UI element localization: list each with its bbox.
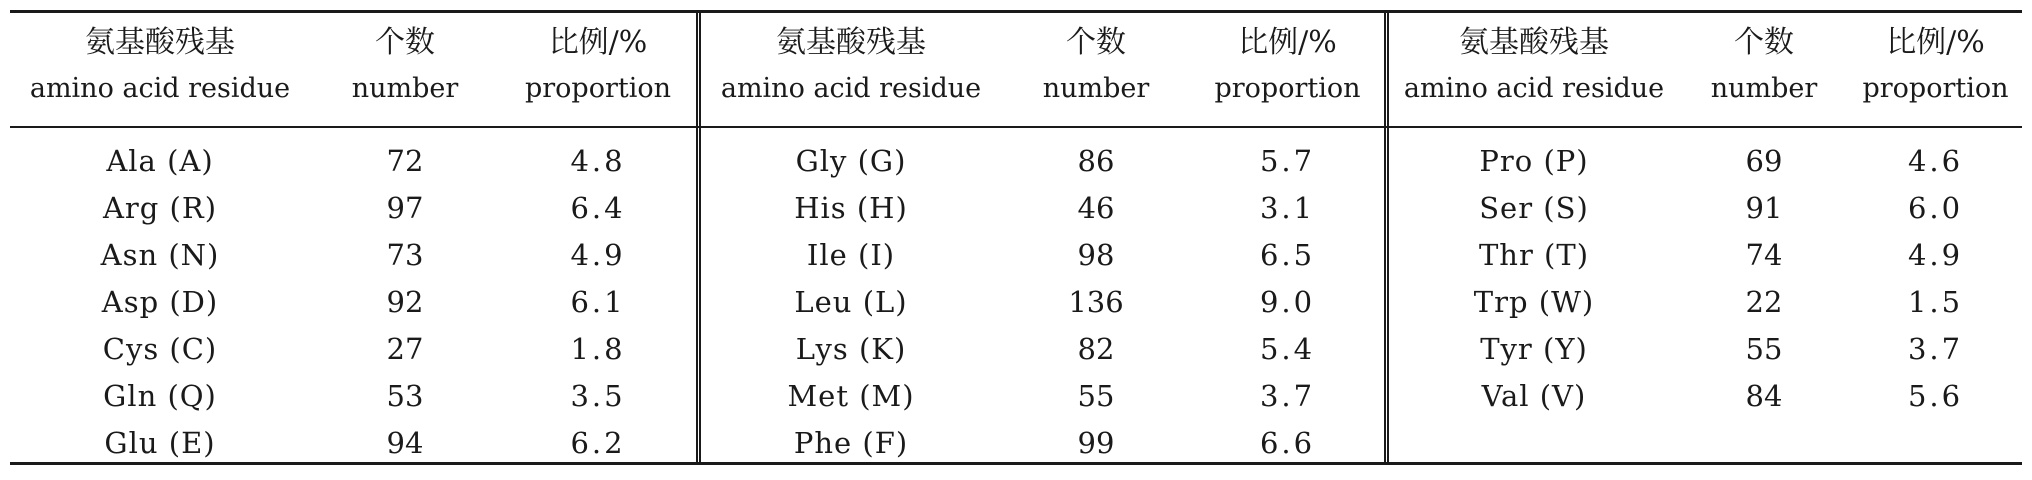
header-proportion-en: proportion bbox=[524, 73, 672, 104]
residue-cell: Pro (P) bbox=[1479, 144, 1589, 178]
header-proportion bbox=[500, 20, 696, 120]
proportion-cell: 5.4 bbox=[1259, 332, 1316, 366]
number-cell: 22 bbox=[1745, 285, 1783, 319]
table-panel-1 bbox=[10, 10, 696, 462]
header-proportion-zh: 比例/% bbox=[1886, 25, 1985, 60]
number-cell: 55 bbox=[1745, 332, 1783, 366]
proportion-cell: 4.9 bbox=[570, 238, 626, 272]
residue-cell: Thr (T) bbox=[1478, 238, 1590, 272]
number-cell: 91 bbox=[1745, 191, 1783, 225]
number-cell: 84 bbox=[1745, 379, 1783, 413]
proportion-cell: 3.7 bbox=[1907, 332, 1964, 366]
proportion-cell: 6.0 bbox=[1907, 191, 1964, 225]
proportion-cell: 9.0 bbox=[1259, 285, 1316, 319]
residue-cell: Trp (W) bbox=[1473, 285, 1595, 319]
header-number bbox=[1001, 20, 1191, 120]
amino-acid-table bbox=[10, 10, 2022, 465]
header-proportion-en: proportion bbox=[1862, 73, 2009, 104]
proportion-cell: 6.4 bbox=[570, 191, 626, 225]
header-number-zh: 个数 bbox=[1066, 25, 1126, 60]
residue-cell: Ala (A) bbox=[106, 144, 214, 178]
header-residue bbox=[10, 20, 310, 120]
header-number-zh: 个数 bbox=[375, 25, 435, 60]
proportion-cell: 6.2 bbox=[570, 426, 626, 460]
proportion-cell: 6.5 bbox=[1259, 238, 1316, 272]
residue-cell: Ile (I) bbox=[806, 238, 896, 272]
number-cell: 136 bbox=[1068, 285, 1124, 319]
header-residue bbox=[701, 20, 1001, 120]
number-cell: 94 bbox=[386, 426, 424, 460]
proportion-cell: 1.8 bbox=[570, 332, 626, 366]
number-cell: 97 bbox=[386, 191, 424, 225]
number-cell: 82 bbox=[1077, 332, 1115, 366]
proportion-cell: 5.7 bbox=[1259, 144, 1316, 178]
number-cell: 92 bbox=[386, 285, 424, 319]
proportion-cell: 6.1 bbox=[570, 285, 626, 319]
proportion-cell: 3.1 bbox=[1259, 191, 1316, 225]
header-residue bbox=[1389, 20, 1679, 120]
header-number-zh: 个数 bbox=[1734, 25, 1794, 60]
header-residue-en: amino acid residue bbox=[29, 73, 291, 104]
header-residue-zh: 氨基酸残基 bbox=[85, 25, 235, 60]
proportion-cell: 3.7 bbox=[1259, 379, 1316, 413]
number-cell: 73 bbox=[386, 238, 424, 272]
proportion-cell: 4.8 bbox=[570, 144, 626, 178]
residue-cell: Tyr (Y) bbox=[1480, 332, 1588, 366]
table-panel-3 bbox=[1389, 10, 2022, 462]
number-cell: 98 bbox=[1077, 238, 1115, 272]
header-number-en: number bbox=[1710, 73, 1818, 104]
residue-cell: Gln (Q) bbox=[103, 379, 217, 413]
number-cell: 46 bbox=[1077, 191, 1115, 225]
header-proportion-zh: 比例/% bbox=[1238, 25, 1337, 60]
number-cell: 53 bbox=[386, 379, 424, 413]
number-cell: 69 bbox=[1745, 144, 1783, 178]
header-number bbox=[310, 20, 500, 120]
residue-cell: Leu (L) bbox=[794, 285, 908, 319]
proportion-cell: 4.6 bbox=[1907, 144, 1964, 178]
number-cell: 72 bbox=[386, 144, 424, 178]
number-cell: 27 bbox=[386, 332, 424, 366]
residue-cell: Asp (D) bbox=[101, 285, 219, 319]
number-cell: 55 bbox=[1077, 379, 1115, 413]
header-residue-zh: 氨基酸残基 bbox=[776, 25, 926, 60]
residue-cell: Phe (F) bbox=[793, 426, 909, 460]
header-proportion bbox=[1191, 20, 1384, 120]
residue-cell: Val (V) bbox=[1481, 379, 1587, 413]
residue-cell: Asn (N) bbox=[100, 238, 220, 272]
number-cell: 99 bbox=[1077, 426, 1115, 460]
header-number bbox=[1679, 20, 1849, 120]
header-residue-zh: 氨基酸残基 bbox=[1459, 25, 1609, 60]
proportion-cell: 6.6 bbox=[1259, 426, 1316, 460]
proportion-cell: 5.6 bbox=[1907, 379, 1964, 413]
header-number-en: number bbox=[351, 73, 459, 104]
residue-cell: Cys (C) bbox=[102, 332, 218, 366]
proportion-cell: 3.5 bbox=[570, 379, 626, 413]
header-proportion-en: proportion bbox=[1214, 73, 1361, 104]
residue-cell: Ser (S) bbox=[1479, 191, 1589, 225]
residue-cell: His (H) bbox=[794, 191, 908, 225]
residue-cell: Met (M) bbox=[787, 379, 915, 413]
header-residue-en: amino acid residue bbox=[720, 73, 982, 104]
number-cell: 74 bbox=[1745, 238, 1783, 272]
proportion-cell: 1.5 bbox=[1907, 285, 1964, 319]
header-proportion bbox=[1849, 20, 2022, 120]
table-panel-2 bbox=[701, 10, 1384, 462]
residue-cell: Arg (R) bbox=[102, 191, 218, 225]
header-residue-en: amino acid residue bbox=[1403, 73, 1665, 104]
number-cell: 86 bbox=[1077, 144, 1115, 178]
residue-cell: Lys (K) bbox=[795, 332, 907, 366]
residue-cell: Glu (E) bbox=[104, 426, 216, 460]
header-number-en: number bbox=[1042, 73, 1150, 104]
proportion-cell: 4.9 bbox=[1907, 238, 1964, 272]
residue-cell: Gly (G) bbox=[795, 144, 907, 178]
header-proportion-zh: 比例/% bbox=[548, 25, 648, 60]
